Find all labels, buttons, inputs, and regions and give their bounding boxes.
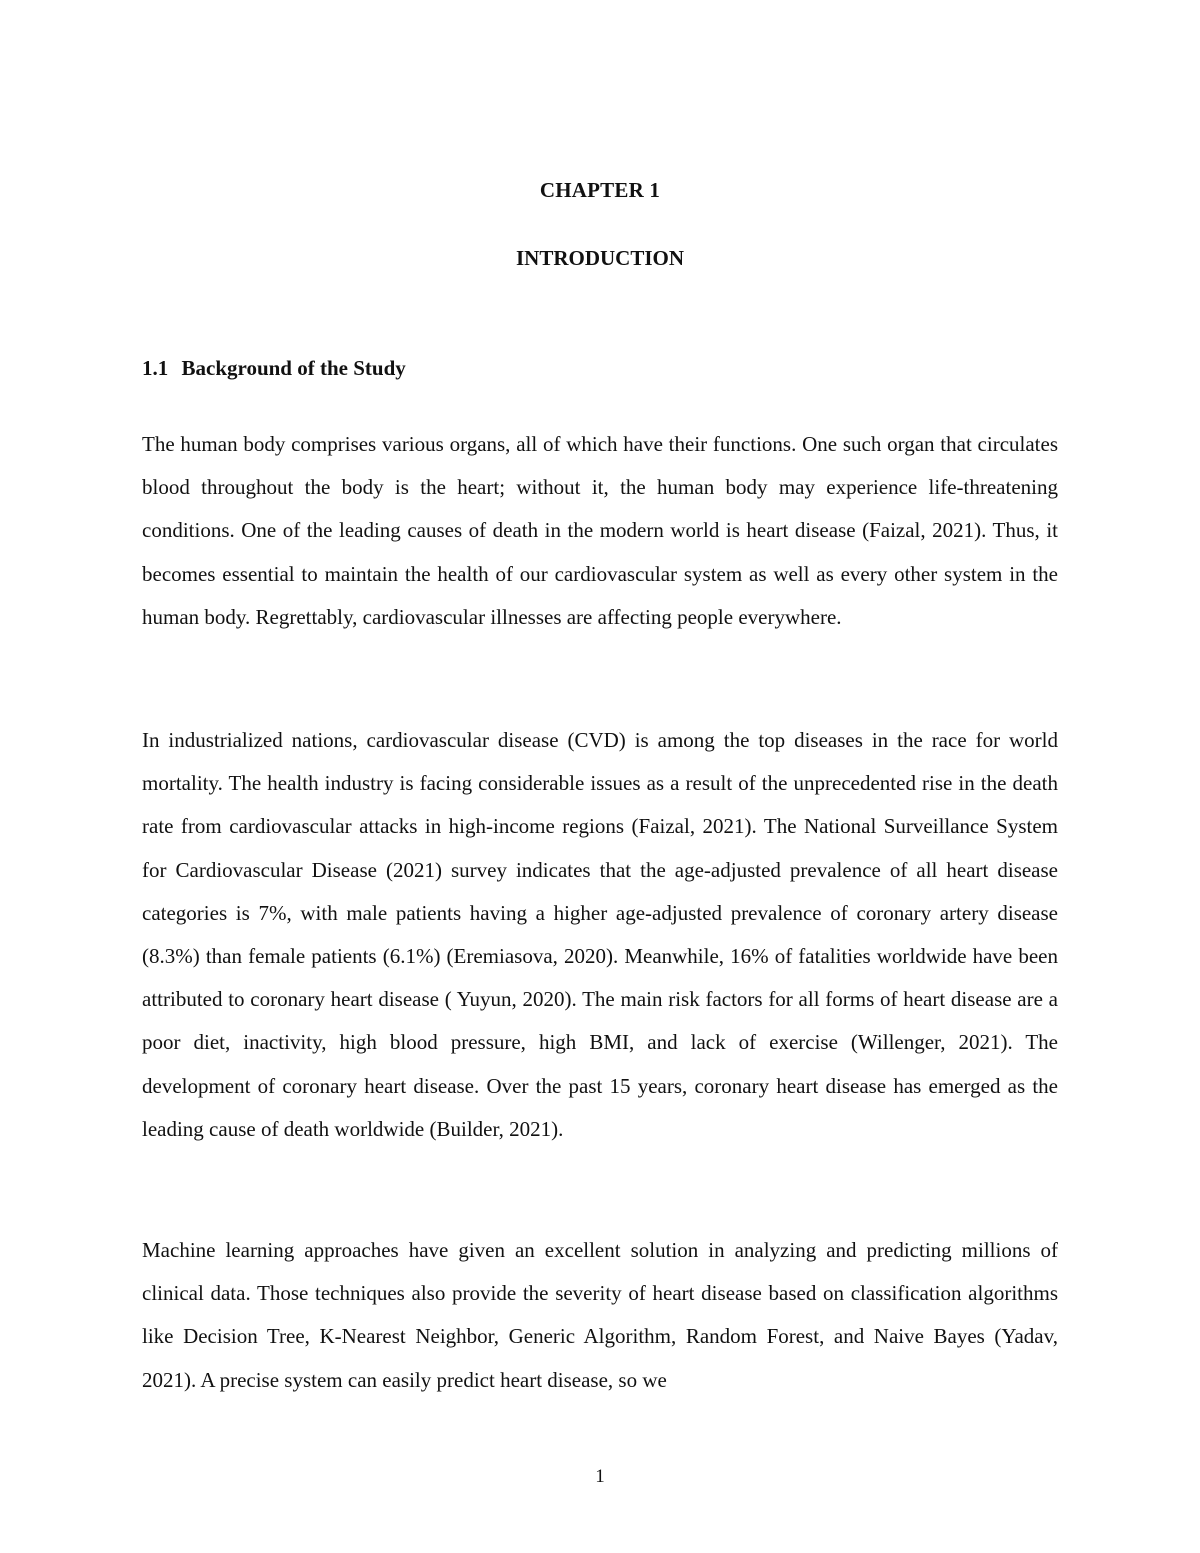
chapter-label: CHAPTER 1 — [539, 178, 661, 202]
page-number: 1 — [595, 1466, 605, 1487]
section-title: Background of the Study — [181, 356, 406, 380]
paragraph-3: Machine learning approaches have given an excellent solution in analyzing and predicting millions of clinical data. Those techniques also provide the severity of heart disease based on classification algorithms like Decision Tree, K-Nearest Neighbor, Generic Algorithm, Random Forest, and Naive Bayes (Yadav, 2021). A precise system can easily predict heart disease, so we — [142, 1238, 1058, 1392]
paragraph-1: The human body comprises various organs, all of which have their functions. One such organ that circulates blood throughout the body is the heart; without it, the human body may experience life-threatening conditions. One of the leading causes of death in the modern world is heart disease (Faizal, 2021). Thus, it becomes essential to maintain the health of our cardiovascular system as well as every other system in the human body. Regrettably, cardiovascular illnesses are affecting people everywhere. — [142, 432, 1058, 629]
chapter-title: INTRODUCTION — [515, 246, 685, 270]
section-number: 1.1 — [142, 356, 169, 380]
paragraph-2: In industrialized nations, cardiovascular disease (CVD) is among the top diseases in the race for world mortality. The health industry is facing considerable issues as a result of the unprecedented rise in the death rate from cardiovascular attacks in high-income regions (Faizal, 2021). The National Surveillance System for Cardiovascular Disease (2021) survey indicates that the age-adjusted prevalence of all heart disease categories is 7%, with male patients having a higher age-adjusted prevalence of coronary artery disease (8.3%) than female patients (6.1%) (Eremiasova, 2020). Meanwhile, 16% of fatalities worldwide have been attributed to coronary heart disease ( Yuyun, 2020). The main risk factors for all forms of heart disease are a poor diet, inactivity, high blood pressure, high BMI, and lack of exercise (Willenger, 2021). The development of coronary heart disease. Over the past 15 years, coronary heart disease has emerged as the leading cause of death worldwide (Builder, 2021). — [142, 728, 1058, 1141]
section-heading — [142, 356, 406, 381]
